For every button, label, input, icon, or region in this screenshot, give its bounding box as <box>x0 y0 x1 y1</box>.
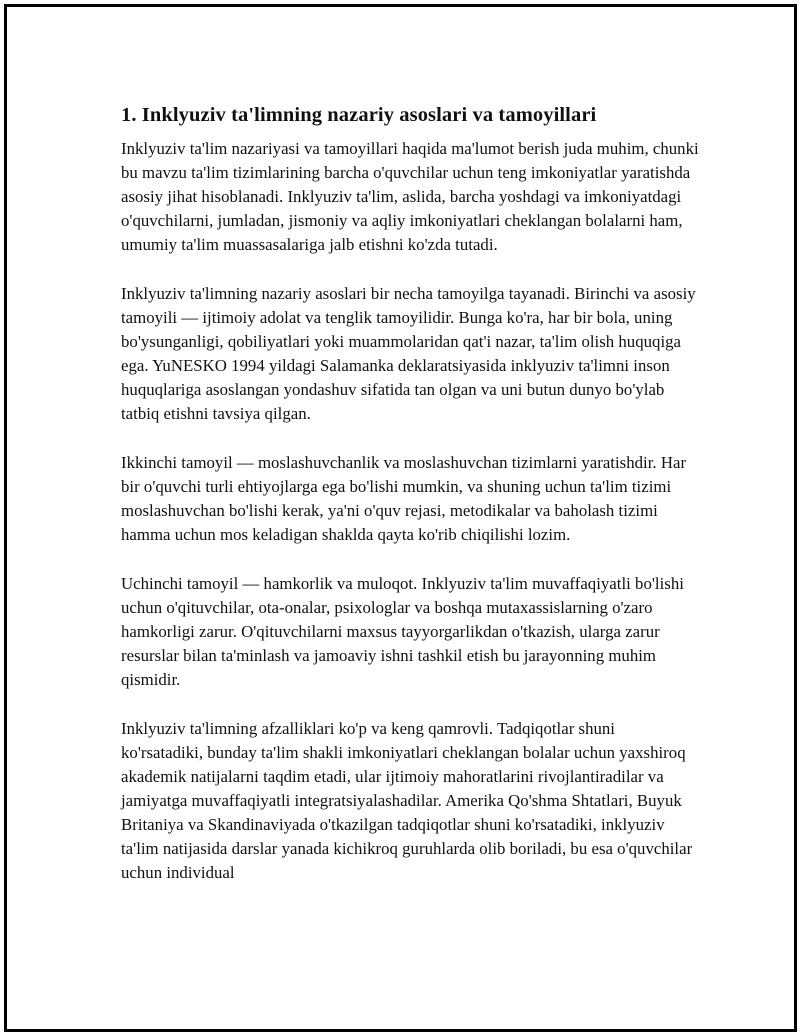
paragraph-first-principle: Inklyuziv ta'limning nazariy asoslari bir necha tamoyilga tayanadi. Birinchi va asosiy tamoyili — ijtimoiy adolat va tenglik tamoyilidir. Bunga ko'ra, har bir bola, uning bo'ysunganligi, qobiliyatlari yoki muammolaridan qat'i nazar, ta'lim olish huquqiga ega. YuNESKO 1994 yildagi Salamanka deklaratsiyasida inklyuziv ta'limni inson huquqlariga asoslangan yondashuv sifatida tan olgan va uni butun dunyo bo'ylab tatbiq etishni tavsiya qilgan. <box>121 283 696 424</box>
document-body <box>121 102 701 910</box>
paragraph-third-principle: Uchinchi tamoyil — hamkorlik va muloqot. Inklyuziv ta'lim muvaffaqiyatli bo'lishi uchun o'qituvchilar, ota-onalar, psixologlar va boshqa mutaxassislarning o'zaro hamkorligi zarur. O'qituvchilarni maxsus tayyorgarlikdan o'tkazish, ularga zarur resurslar bilan ta'minlash va jamoaviy ishni tashkil etish bu jarayonning muhim qismidir. <box>121 573 684 690</box>
paragraph-intro: Inklyuziv ta'lim nazariyasi va tamoyillari haqida ma'lumot berish juda muhim, chunki bu mavzu ta'lim tizimlarining barcha o'quvchilar uchun teng imkoniyatlar yaratishda asosiy jihat hisoblanadi. Inklyuziv ta'lim, aslida, barcha yoshdagi va imkoniyatdagi o'quvchilarni, jumladan, jismoniy va aqliy imkoniyatlari cheklangan bolalarni ham, umumiy ta'lim muassasalariga jalb etishni ko'zda tutadi. <box>121 139 699 255</box>
section-heading: 1. Inklyuziv ta'limning nazariy asoslari va tamoyillari <box>121 104 597 126</box>
paragraph-advantages: Inklyuziv ta'limning afzalliklari ko'p va keng qamrovli. Tadqiqotlar shuni ko'rsatadiki, bunday ta'lim shakli imkoniyatlari cheklangan bolalar uchun yaxshiroq akademik natijalarni taqdim etadi, ular ijtimoiy mahoratlarini rivojlantiradilar va jamiyatga muvaffaqiyatli integratsiyalashadilar. Amerika Qo'shma Shtatlari, Buyuk Britaniya va Skandinaviyada o'tkazilgan tadqiqotlar shuni ko'rsatadiki, inklyuziv ta'lim natijasida darslar yanada kichikroq guruhlarda olib boriladi, bu esa o'quvchilar uchun individual <box>121 718 693 883</box>
page-frame <box>4 4 797 1032</box>
paragraph-second-principle: Ikkinchi tamoyil — moslashuvchanlik va moslashuvchan tizimlarni yaratishdir. Har bir o'quvchi turli ehtiyojlarga ega bo'lishi mumkin, va shuning uchun ta'lim tizimi moslashuvchan bo'lishi kerak, ya'ni o'quv rejasi, metodikalar va baholash tizimi hamma uchun mos keladigan shaklda qayta ko'rib chiqilishi lozim. <box>121 453 687 545</box>
